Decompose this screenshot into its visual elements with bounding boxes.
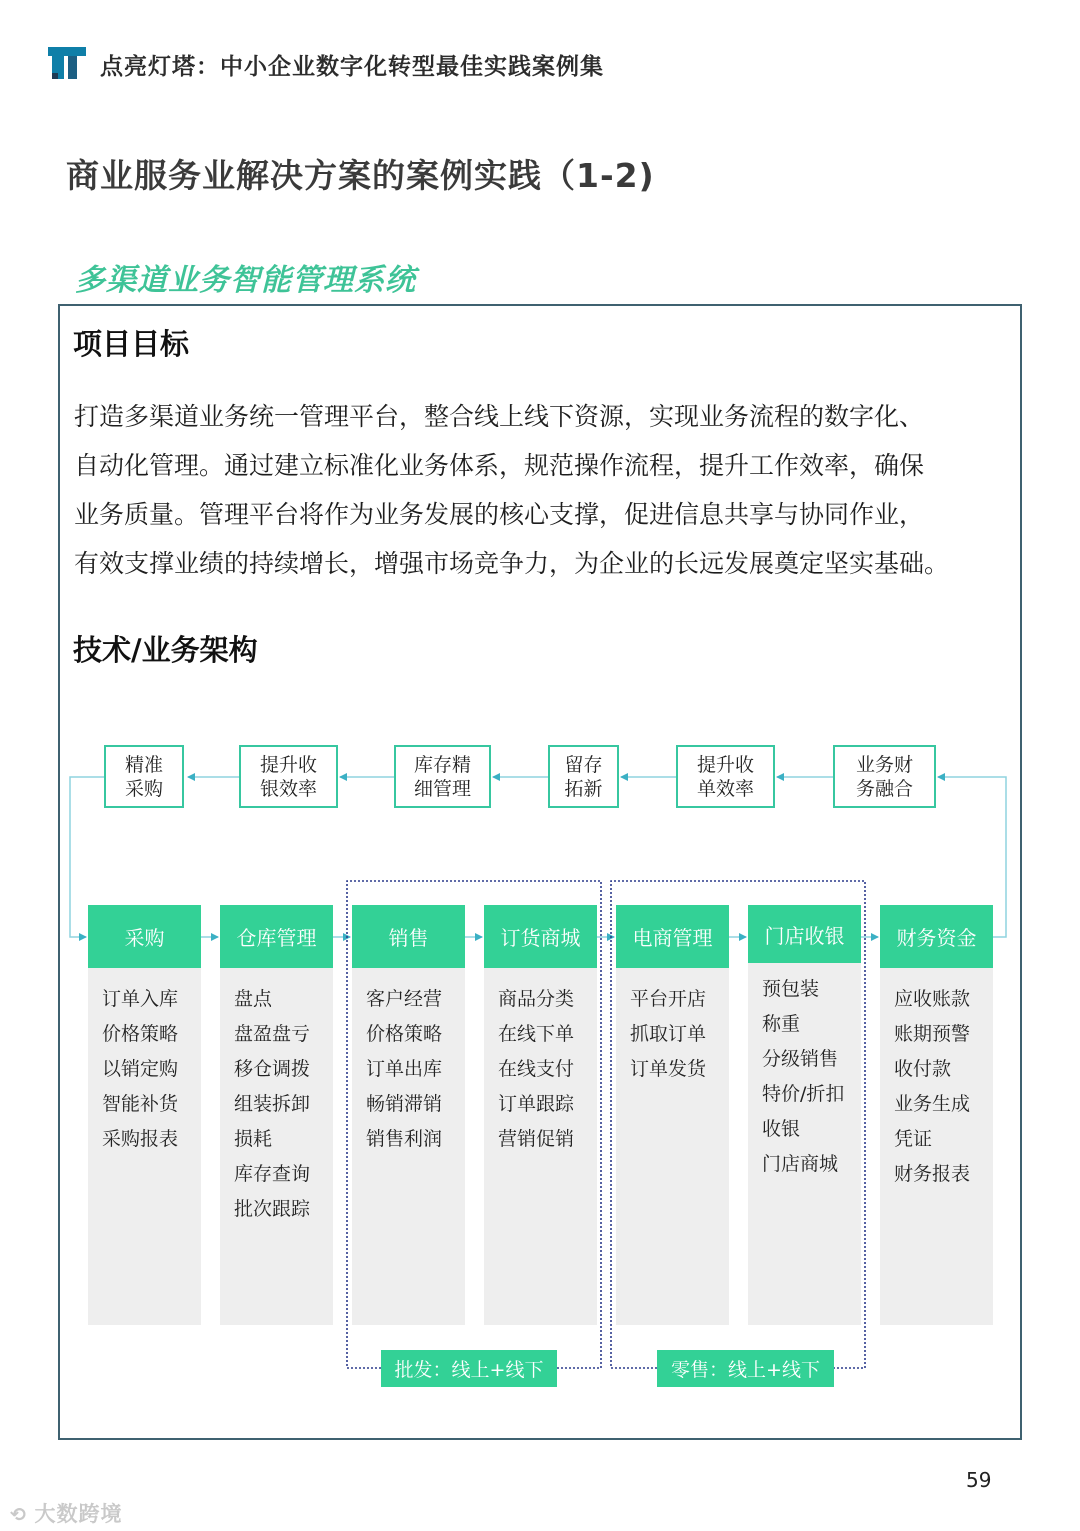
goal-box: 业务财 务融合: [833, 745, 936, 808]
module-header-finance: 财务资金: [880, 905, 993, 968]
module-column-bg: [616, 905, 729, 1325]
module-header-ordering-mall: 订货商城: [484, 905, 597, 968]
module-items: 盘点 盘盈盘亏 移仓调拨 组装拆卸 损耗 库存查询 批次跟踪: [234, 988, 311, 1220]
section-heading-goals: 项目目标: [73, 327, 190, 361]
paragraph-line: 自动化管理。通过建立标准化业务体系，规范操作流程，提升工作效率，确保: [74, 451, 925, 480]
page-title: 商业服务业解决方案的案例实践（1-2): [66, 156, 655, 195]
goal-box: 精准 采购: [104, 745, 184, 808]
section-heading-architecture: 技术/业务架构: [73, 633, 258, 667]
header-title: 点亮灯塔：中小企业数字化转型最佳实践案例集: [100, 54, 604, 80]
paragraph-line: 业务质量。管理平台将作为业务发展的核心支撑，促进信息共享与协同作业，: [74, 500, 925, 529]
module-header-store-checkout: 门店收银: [748, 905, 861, 963]
goal-box: 库存精 细管理: [394, 745, 491, 808]
channel-label-retail: 零售：线上+线下: [657, 1350, 834, 1387]
goal-box: 提升收 单效率: [676, 745, 775, 808]
module-items: 预包装 称重 分级销售 特价/折扣 收银 门店商城: [762, 978, 845, 1175]
module-header-ecommerce: 电商管理: [616, 905, 729, 968]
watermark: ⟲ 大数跨境: [10, 1502, 123, 1526]
page-subtitle: 多渠道业务智能管理系统: [75, 263, 416, 298]
module-header-purchasing: 采购: [88, 905, 201, 968]
module-header-sales: 销售: [352, 905, 465, 968]
module-header-warehouse: 仓库管理: [220, 905, 333, 968]
module-items: 平台开店 抓取订单 订单发货: [630, 988, 707, 1080]
module-items: 商品分类 在线下单 在线支付 订单跟踪 营销促销: [498, 988, 575, 1150]
paragraph-line: 打造多渠道业务统一管理平台，整合线上线下资源，实现业务流程的数字化、: [74, 402, 925, 431]
paragraph-line: 有效支撑业绩的持续增长，增强市场竞争力，为企业的长远发展奠定坚实基础。: [74, 549, 950, 578]
module-items: 订单入库 价格策略 以销定购 智能补货 采购报表: [102, 988, 179, 1150]
page-number: 59: [966, 1468, 992, 1492]
module-items: 客户经营 价格策略 订单出库 畅销滞销 销售利润: [366, 988, 443, 1150]
goal-box: 留存 拓新: [548, 745, 619, 808]
channel-label-wholesale: 批发：线上+线下: [381, 1350, 557, 1387]
goal-box: 提升收 银效率: [239, 745, 338, 808]
module-items: 应收账款 账期预警 收付款 业务生成 凭证 财务报表: [894, 988, 971, 1185]
